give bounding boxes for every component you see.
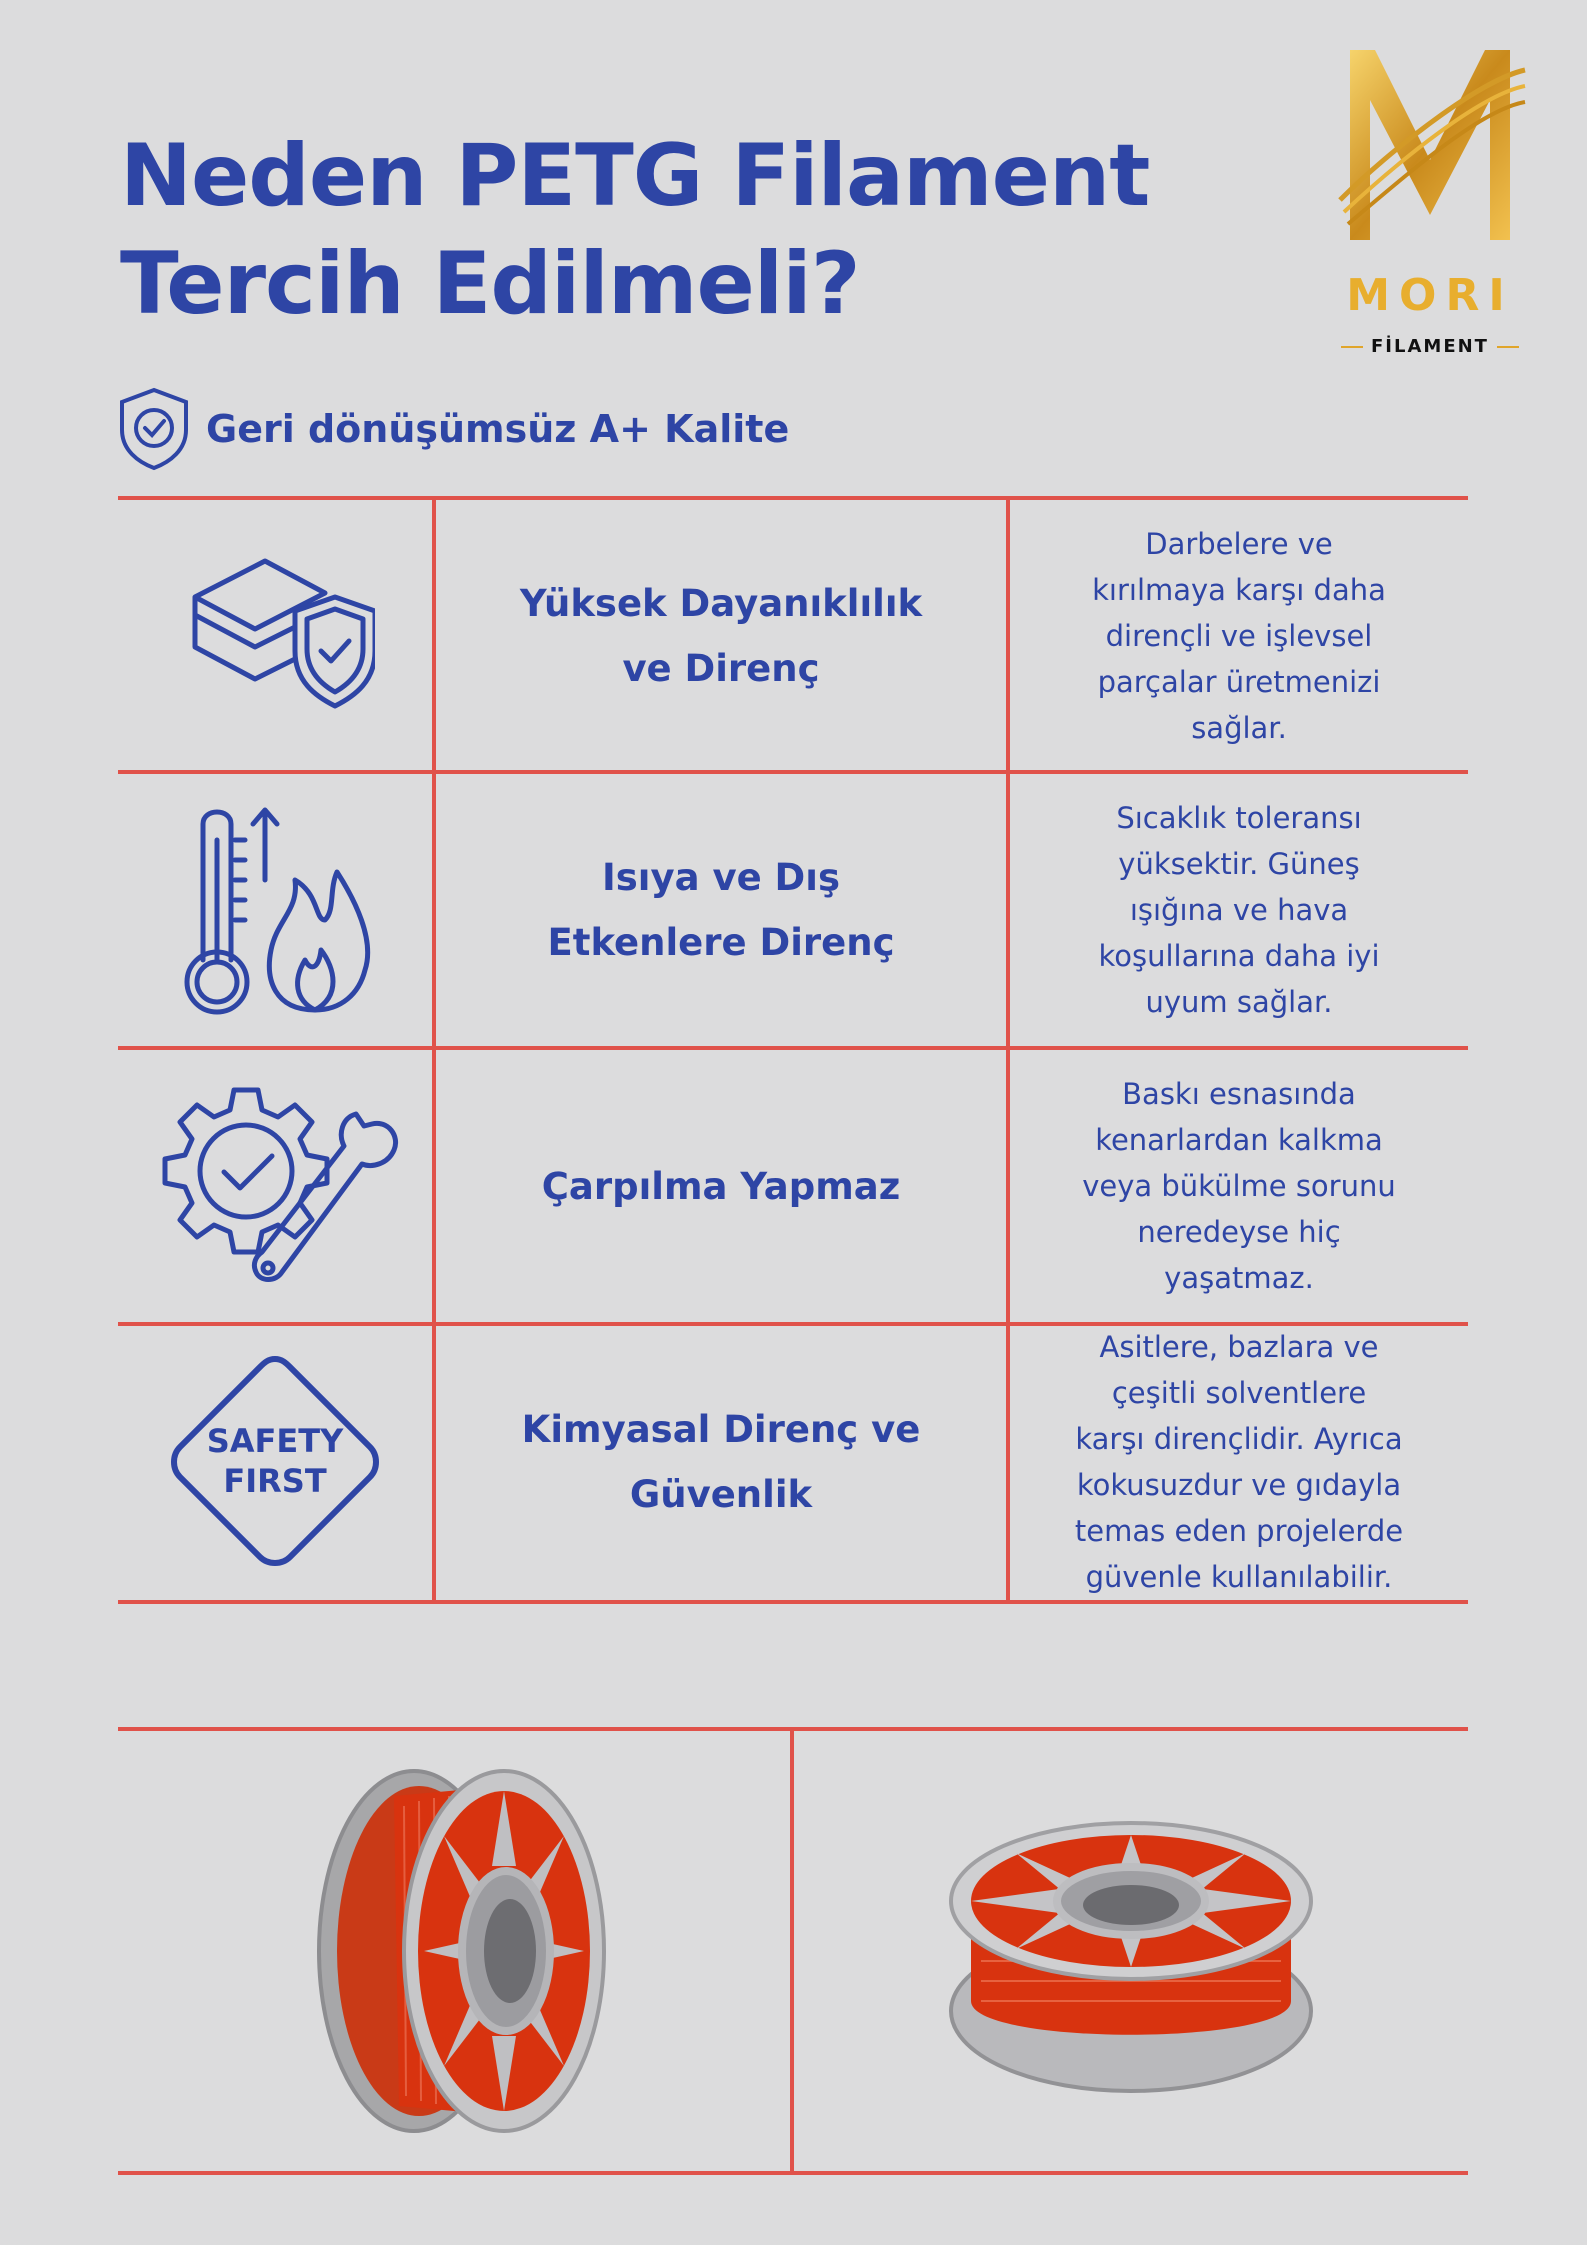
quality-badge	[118, 384, 789, 474]
feature-title	[436, 774, 1006, 1046]
quality-label: Geri dönüşümsüz A+ Kalite	[206, 407, 790, 451]
table-divider	[118, 1600, 1468, 1604]
feature-description	[1010, 500, 1468, 772]
product-gallery	[118, 1727, 1468, 2175]
feature-row	[118, 1050, 1468, 1322]
feature-description	[1010, 774, 1468, 1046]
spool-image-side	[118, 1731, 790, 2171]
page-title	[120, 122, 1149, 338]
feature-row	[118, 1326, 1468, 1598]
feature-title-text: Yüksek Dayanıklılık ve Direnç	[519, 582, 923, 690]
layers-shield-icon	[175, 541, 375, 731]
mori-monogram-icon	[1330, 40, 1530, 260]
brand-name: MORI	[1346, 270, 1514, 321]
filament-spool-perspective-icon	[941, 1791, 1321, 2111]
features-table	[118, 496, 1468, 1604]
gear-wrench-check-icon	[150, 1076, 400, 1296]
feature-title-text: Isıya ve Dış Etkenlere Direnç	[547, 856, 895, 964]
safety-text-line-2: FIRST	[223, 1462, 327, 1500]
feature-icon-cell	[118, 1326, 432, 1598]
safety-first-sign-icon	[160, 1347, 390, 1577]
feature-title	[436, 1050, 1006, 1322]
title-line-2: Tercih Edilmeli?	[120, 234, 860, 334]
feature-description-text: Darbelere ve kırılmaya karşı daha dirençli ve işlevsel parçalar üretmenizi sağlar.	[1092, 527, 1386, 745]
feature-title	[436, 500, 1006, 772]
feature-description	[1010, 1326, 1468, 1598]
feature-title-text: Çarpılma Yapmaz	[541, 1164, 901, 1208]
feature-icon-cell	[118, 1050, 432, 1322]
spool-image-perspective	[794, 1731, 1468, 2171]
title-line-1: Neden PETG Filament	[120, 126, 1150, 226]
feature-title	[436, 1326, 1006, 1598]
feature-description-text: Sıcaklık toleransı yüksektir. Güneş ışığına ve hava koşullarına daha iyi uyum sağlar.	[1098, 801, 1380, 1019]
feature-icon-cell	[118, 500, 432, 772]
brand-logo	[1330, 40, 1530, 370]
feature-description-text: Baskı esnasında kenarlardan kalkma veya bükülme sorunu neredeyse hiç yaşatmaz.	[1082, 1077, 1396, 1295]
safety-text-line-1: SAFETY	[206, 1422, 344, 1460]
feature-description-text: Asitlere, bazlara ve çeşitli solventlere karşı dirençlidir. Ayrıca kokusuzdur ve gıdayla temas eden projelerde güvenle kullanılabilir.	[1074, 1330, 1404, 1594]
feature-row	[118, 500, 1468, 772]
shield-check-icon	[118, 386, 190, 472]
thermometer-flame-icon	[165, 800, 385, 1020]
feature-description	[1010, 1050, 1468, 1322]
filament-spool-side-icon	[294, 1756, 614, 2146]
brand-subtitle: FİLAMENT	[1330, 336, 1530, 357]
feature-row	[118, 774, 1468, 1046]
feature-title-text: Kimyasal Direnç ve Güvenlik	[521, 1408, 921, 1516]
feature-icon-cell	[118, 774, 432, 1046]
